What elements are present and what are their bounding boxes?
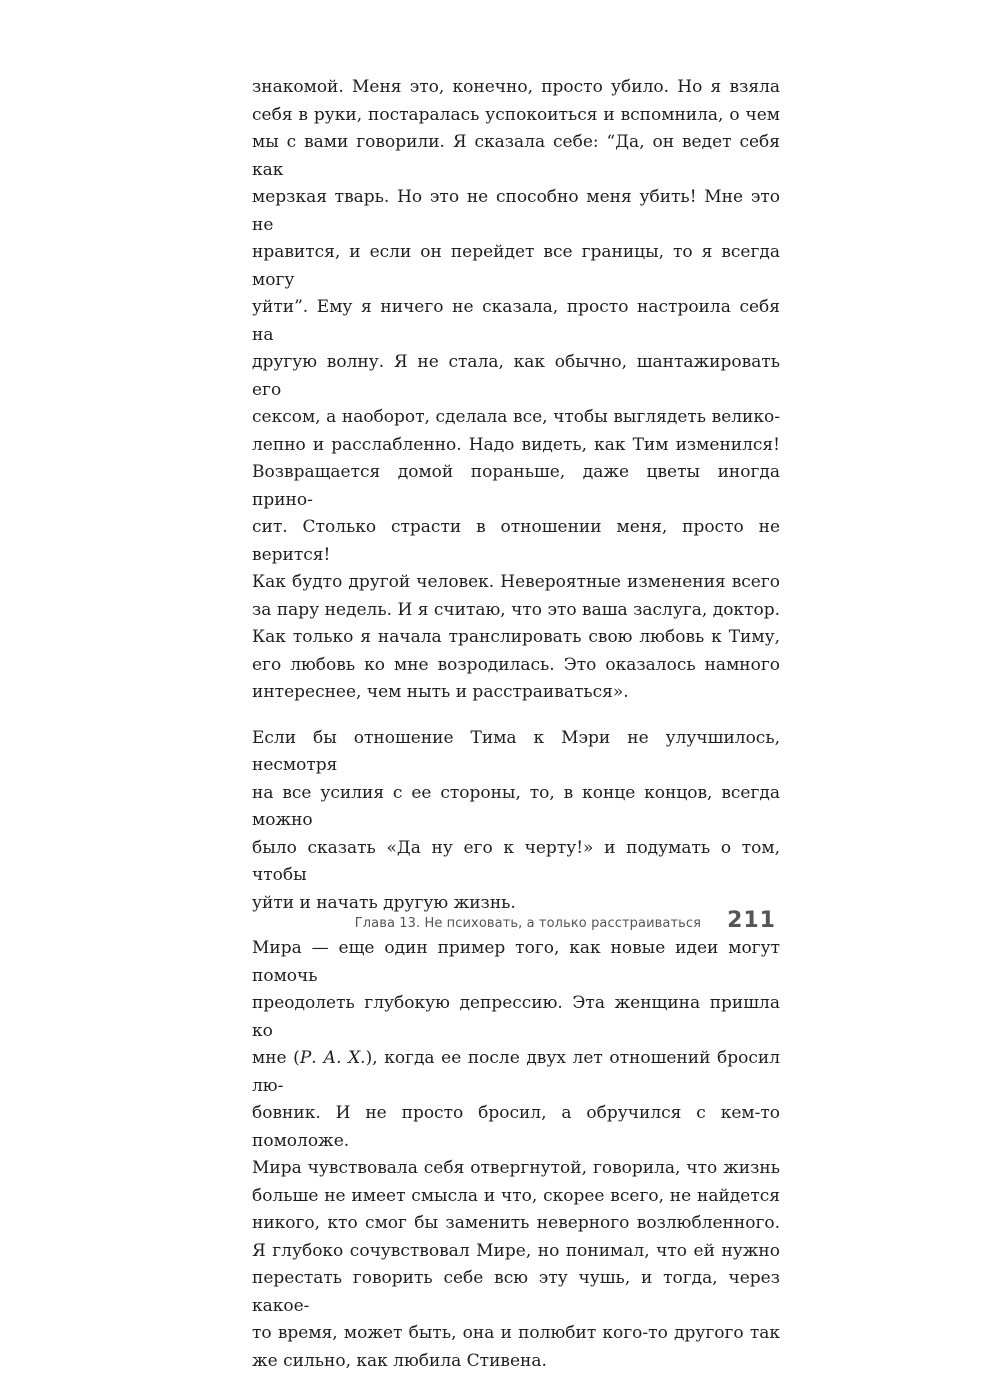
text-line: Как будто другой человек. Невероятные изменения всего: [252, 569, 780, 597]
paragraph: [252, 725, 780, 918]
text-line: другую волну. Я не стала, как обычно, шантажировать его: [252, 349, 780, 404]
text-line: преодолеть глубокую депрессию. Эта женщина пришла ко: [252, 990, 780, 1045]
running-chapter-title: Глава 13. Не психовать, а только расстраиваться: [355, 916, 701, 931]
text-line: Мира чувствовала себя отвергнутой, говорила, что жизнь: [252, 1155, 780, 1183]
text-line: сексом, а наоборот, сделала все, чтобы выглядеть велико-: [252, 404, 780, 432]
text-line: уйти и начать другую жизнь.: [252, 890, 780, 918]
page-footer: [252, 908, 776, 942]
author-initials: Р. А. Х.: [300, 1048, 366, 1068]
body-text: [252, 74, 780, 1375]
text-line: нравится, и если он перейдет все границы, то я всегда могу: [252, 239, 780, 294]
text-segment: ), когда ее после двух лет отношений бросил лю-: [252, 1048, 780, 1096]
text-line: сит. Столько страсти в отношении меня, просто не верится!: [252, 514, 780, 569]
text-line: интереснее, чем ныть и расстраиваться».: [252, 679, 780, 707]
text-line: Мира — еще один пример того, как новые идеи могут помочь: [252, 935, 780, 990]
text-line: было сказать «Да ну его к черту!» и подумать о том, чтобы: [252, 835, 780, 890]
text-line: Я глубоко сочувствовал Мире, но понимал, что ей нужно: [252, 1238, 780, 1266]
paragraph: [252, 74, 780, 707]
text-line: бовник. И не просто бросил, а обручился с кем-то помоложе.: [252, 1100, 780, 1155]
text-line: [252, 1045, 780, 1100]
text-line: никого, кто смог бы заменить неверного возлюбленного.: [252, 1210, 780, 1238]
text-line: мы с вами говорили. Я сказала себе: “Да, он ведет себя как: [252, 129, 780, 184]
text-line: уйти”. Ему я ничего не сказала, просто настроила себя на: [252, 294, 780, 349]
text-line: его любовь ко мне возродилась. Это оказалось намного: [252, 652, 780, 680]
text-line: перестать говорить себе всю эту чушь, и тогда, через какое-: [252, 1265, 780, 1320]
text-line: за пару недель. И я считаю, что это ваша заслуга, доктор.: [252, 597, 780, 625]
text-line: себя в руки, постаралась успокоиться и вспомнила, о чем: [252, 102, 780, 130]
text-line: Возвращается домой пораньше, даже цветы иногда прино-: [252, 459, 780, 514]
text-line: лепно и расслабленно. Надо видеть, как Тим изменился!: [252, 432, 780, 460]
paragraph: [252, 935, 780, 1375]
text-line: то время, может быть, она и полюбит кого-то другого так: [252, 1320, 780, 1348]
text-line: Если бы отношение Тима к Мэри не улучшилось, несмотря: [252, 725, 780, 780]
text-segment: мне (: [252, 1048, 300, 1068]
text-line: Как только я начала транслировать свою любовь к Тиму,: [252, 624, 780, 652]
text-line: на все усилия с ее стороны, то, в конце концов, всегда можно: [252, 780, 780, 835]
text-line: больше не имеет смысла и что, скорее всего, не найдется: [252, 1183, 780, 1211]
text-line: мерзкая тварь. Но это не способно меня убить! Мне это не: [252, 184, 780, 239]
page-number: 211: [727, 908, 776, 933]
text-line: знакомой. Меня это, конечно, просто убило. Но я взяла: [252, 74, 780, 102]
text-line: же сильно, как любила Стивена.: [252, 1348, 780, 1375]
